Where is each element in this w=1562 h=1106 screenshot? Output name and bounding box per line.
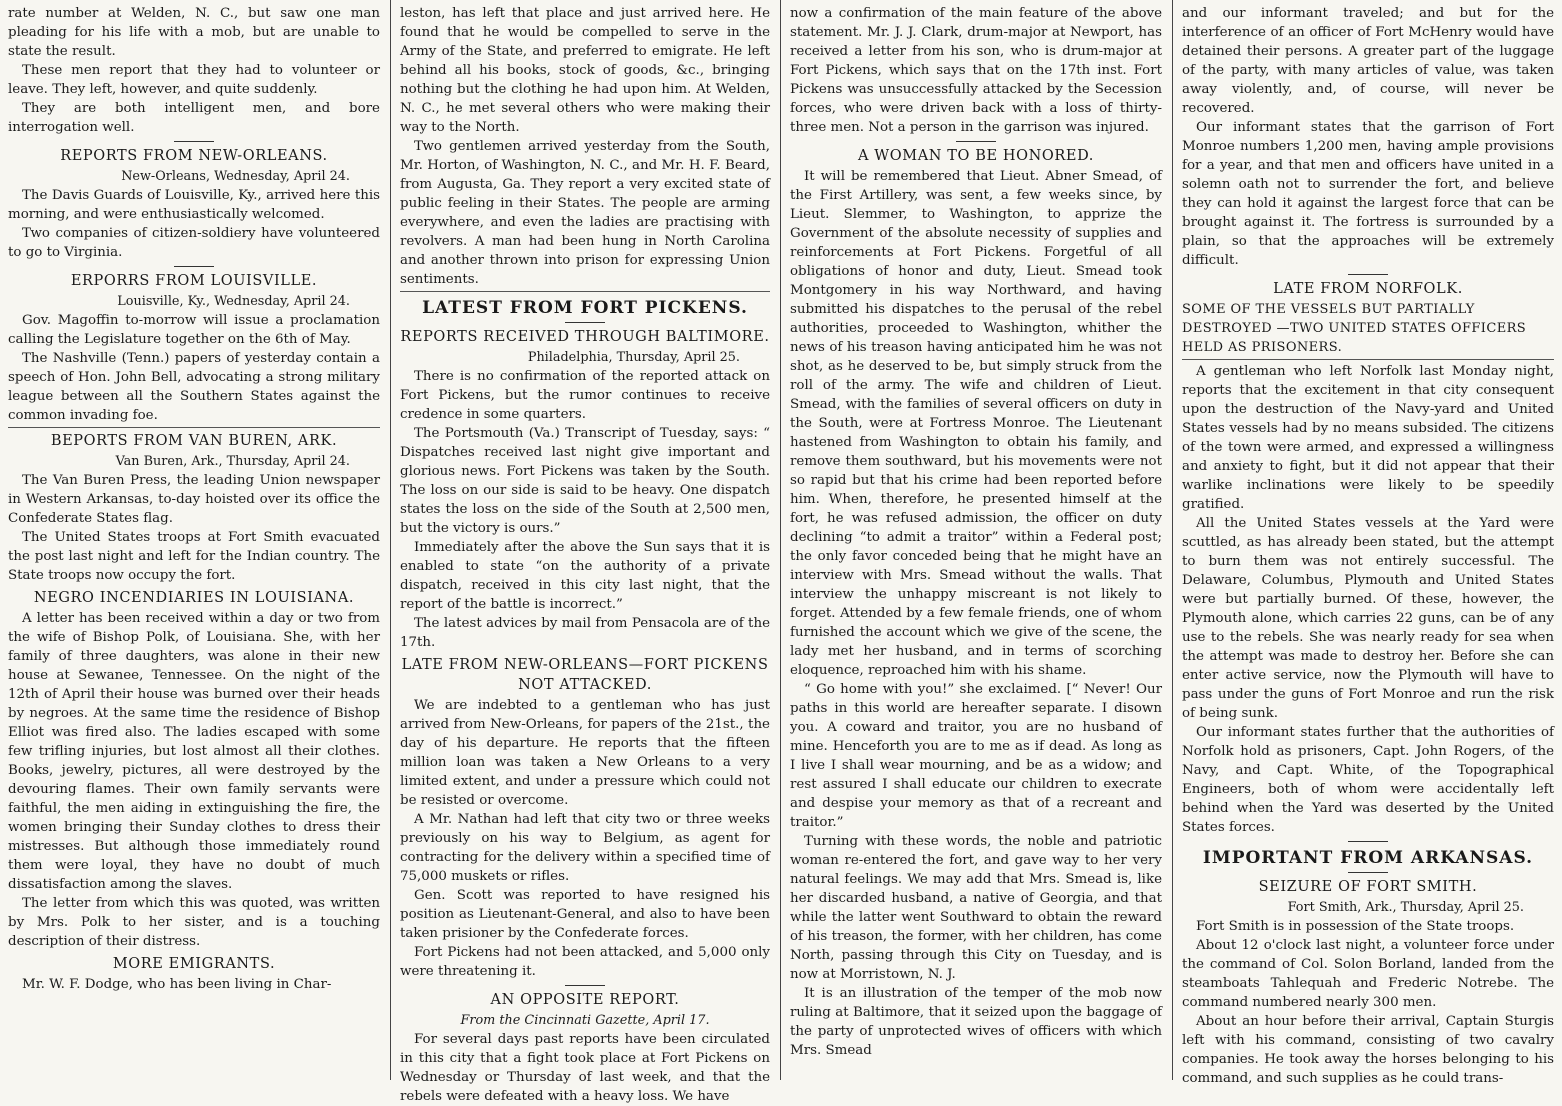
- paragraph: All the United States vessels at the Yard were scuttled, as has already been stated, but the attempt to burn them was not entirely successful. The Delaware, Columbus, Plymouth and United States were but partially burned. Of these, however, the Plymouth alone, which carries 22 guns, can be of any use to the rebels. She was nearly ready for sea when the attempt was made to destroy her. Before she can enter active service, now the Plymouth will have to pass under the guns of Fort Monroe and run the risk of being sunk.: [1182, 516, 1554, 721]
- paragraph: These men report that they had to volunteer or leave. They left, however, and quite suddenly.: [8, 63, 380, 97]
- headline: LATEST FROM FORT PICKENS.: [422, 298, 748, 318]
- headline: ERPORRS FROM LOUISVILLE.: [70, 273, 318, 289]
- paragraph: Immediately after the above the Sun says that it is enabled to state “on the authority of a private dispatch, received in this city last night, that the report of the battle is incorrect.”: [400, 540, 770, 612]
- column-rule: [1172, 0, 1173, 1080]
- paragraph: It is an illustration of the temper of the mob now ruling at Baltimore, that it seized upon the baggage of the party of unprotected wives of officers with which Mrs. Smead: [790, 986, 1162, 1058]
- paragraph: The Van Buren Press, the leading Union newspaper in Western Arkansas, to-day hoisted over its office the Confederate States flag.: [8, 473, 380, 526]
- separator: [956, 141, 996, 142]
- separator: [1182, 359, 1554, 360]
- paragraph: Gov. Magoffin to-morrow will issue a proclamation calling the Legislature together on the 6th of May.: [8, 313, 380, 347]
- paragraph: There is no confirmation of the reported attack on Fort Pickens, but the rumor continues to receive credence in some quarters.: [400, 369, 770, 422]
- headline: BEPORTS FROM VAN BUREN, ARK.: [50, 433, 338, 449]
- paragraph: rate number at Welden, N. C., but saw one man pleading for his life with a mob, but are unable to state the result.: [8, 6, 380, 59]
- paragraph: The letter from which this was quoted, was written by Mrs. Polk to her sister, and is a touching description of their distress.: [8, 896, 380, 949]
- column-rule: [390, 0, 391, 1080]
- separator: [1348, 841, 1388, 842]
- paragraph: The Davis Guards of Louisville, Ky., arrived here this morning, and were enthusiastically welcomed.: [8, 188, 380, 222]
- column-2: [392, 0, 778, 1104]
- source-line: From the Cincinnati Gazette, April 17.: [460, 1013, 710, 1028]
- paragraph: For several days past reports have been circulated in this city that a fight took place at Fort Pickens on Wednesday or Thursday of last week, and that the rebels were defeated with a heavy loss. We have: [400, 1032, 770, 1104]
- paragraph: now a confirmation of the main feature of the above statement. Mr. J. J. Clark, drum-major at Newport, has received a letter from his son, who is drum-major at Fort Pickens, which says that on the 17th inst. Fort Pickens was unsuccessfully attacked by the Secession forces, who were driven back with a loss of thirty-three men. Not a person in the garrison was injured.: [790, 6, 1162, 135]
- paragraph: They are both intelligent men, and bore interrogation well.: [8, 101, 380, 135]
- dateline: Fort Smith, Ark., Thursday, April 25.: [1287, 900, 1524, 915]
- column-rule: [780, 0, 781, 1080]
- paragraph: Our informant states further that the authorities of Norfolk hold as prisoners, Capt. John Rogers, of the Navy, and Capt. White, of the Topographical Engineers, both of whom were accidentally left behind when the Yard was deserted by the United States forces.: [1182, 725, 1554, 835]
- headline: SEIZURE OF FORT SMITH.: [1258, 879, 1478, 895]
- subheadline: SOME OF THE VESSELS BUT PARTIALLY DESTROYED —TWO UNITED STATES OFFICERS HELD AS PRISONERS.: [1182, 302, 1527, 355]
- paragraph: A letter has been received within a day or two from the wife of Bishop Polk, of Louisiana. She, with her family of three daughters, was alone in their new house at Sewanee, Tennessee. On the night of the 12th of April their house was burned over their heads by negroes. At the same time the residence of Bishop Elliot was fired also. The ladies escaped with some few trifling injuries, but lost almost all their clothes. Books, jewelry, pictures, all were destroyed by the devouring flames. Their own family servants were faithful, the men aiding in extinguishing the fire, the women bringing their Sunday clothes to dress their mistresses. But although those immediately round them were loyal, they have no doubt of much dissatisfaction among the slaves.: [8, 611, 380, 892]
- column-3: [782, 0, 1170, 1080]
- paragraph: It will be remembered that Lieut. Abner Smead, of the First Artillery, was sent, a few weeks since, by Lieut. Slemmer, to Washington, to apprize the Government of the absolute necessity of supplies and reinforcements at Fort Pickens. Forgetful of all obligations of honor and duty, Lieut. Smead took Montgomery in his way Northward, and having submitted his dispatches to the perusal of the rebel authorities, proceeded to Washington, whither the news of his treason having anticipated him he was not shot, as he deserved to be, but simply struck from the roll of the army. The wife and children of Lieut. Smead, with the families of several officers on duty in the South, were at Fortress Monroe. The Lieutenant hastened from Washington to obtain his family, and remove them southward, but his movements were not so rapid but that his crime had been reported before him. When, therefore, he presented himself at the fort, he was refused admission, the officer on duty declining “to admit a traitor” within a Federal post; the only favor conceded being that he might have an interview with Mrs. Smead without the walls. That interview the unhappy miscreant is not likely to forget. Attended by a few female friends, one of whom furnished the account which we give of the scene, the lady met her husband, and in terms of scorching eloquence, reproached him with his shame.: [790, 169, 1162, 678]
- dateline: Louisville, Ky., Wednesday, April 24.: [117, 294, 350, 309]
- separator: [174, 266, 214, 267]
- paragraph: The United States troops at Fort Smith evacuated the post last night and left for the Indian country. The State troops now occupy the fort.: [8, 530, 380, 583]
- paragraph: Mr. W. F. Dodge, who has been living in Char-: [22, 977, 332, 992]
- column-1: [0, 0, 388, 1080]
- separator: [174, 141, 214, 142]
- dateline: New-Orleans, Wednesday, April 24.: [121, 169, 350, 184]
- paragraph: A Mr. Nathan had left that city two or three weeks previously on his way to Belgium, as agent for contracting for the delivery within a specified time of 75,000 muskets or rifles.: [400, 812, 770, 884]
- headline: A WOMAN TO BE HONORED.: [857, 148, 1095, 164]
- separator: [1348, 274, 1388, 275]
- paragraph: Turning with these words, the noble and patriotic woman re-entered the fort, and gave way to her very natural feelings. We may add that Mrs. Smead is, like her discarded husband, a native of Georgia, and that while the latter went Southward to obtain the reward of his treason, the former, with her children, has come North, passing through this City on Tuesday, and is now at Morristown, N. J.: [790, 834, 1162, 982]
- paragraph: A gentleman who left Norfolk last Monday night, reports that the excitement in that city consequent upon the destruction of the Navy-yard and United States vessels had by no means subsided. The citizens of the town were armed, and expressed a willingness and anxiety to fight, but it did not appear that their warlike inclinations were likely to be speedily gratified.: [1182, 364, 1554, 512]
- separator: [1348, 872, 1388, 873]
- column-4: [1174, 0, 1562, 1086]
- paragraph: The Nashville (Tenn.) papers of yesterday contain a speech of Hon. John Bell, advocating a strong military league between all the Southern States against the common invading foe.: [8, 351, 380, 423]
- paragraph: About 12 o'clock last night, a volunteer force under the command of Col. Solon Borland, landed from the steamboats Tahlequah and Frederic Notrebe. The command numbered nearly 300 men.: [1182, 938, 1554, 1010]
- paragraph: Gen. Scott was reported to have resigned his position as Lieutenant-General, and also to have been taken prisioner by the Confederate forces.: [400, 888, 770, 941]
- paragraph: The Portsmouth (Va.) Transcript of Tuesday, says: “ Dispatches received last night give important and glorious news. Fort Pickens was taken by the South. The loss on our side is said to be heavy. One dispatch states the loss on the side of the South at 2,500 men, but the victory is ours.”: [400, 426, 770, 536]
- headline: NEGRO INCENDIARIES IN LOUISIANA.: [33, 590, 355, 606]
- separator: [565, 985, 605, 986]
- separator: [400, 291, 770, 292]
- paragraph: Fort Smith is in possession of the State troops.: [1196, 919, 1515, 934]
- headline: REPORTS FROM NEW-ORLEANS.: [60, 148, 328, 164]
- headline: IMPORTANT FROM ARKANSAS.: [1202, 848, 1534, 868]
- paragraph: We are indebted to a gentleman who has just arrived from New-Orleans, for papers of the 21st., the day of his departure. He reports that the fifteen million loan was taken a New Orleans to a very limited extent, and under a pressure which could not be resisted or overcome.: [400, 698, 770, 808]
- headline: MORE EMIGRANTS.: [112, 956, 276, 972]
- paragraph: The latest advices by mail from Pensacola are of the 17th.: [400, 616, 770, 650]
- headline: AN OPPOSITE REPORT.: [490, 992, 680, 1008]
- dateline: Van Buren, Ark., Thursday, April 24.: [115, 454, 350, 469]
- dateline: Philadelphia, Thursday, April 25.: [527, 350, 740, 365]
- paragraph: leston, has left that place and just arrived here. He found that he would be compelled to serve in the Army of the State, and preferred to emigrate. He left behind all his books, stock of goods, &c., bringing nothing but the clothing he had upon him. At Welden, N. C., he met several others who were making their way to the North.: [400, 6, 770, 135]
- paragraph: Two companies of citizen-soldiery have volunteered to go to Virginia.: [8, 226, 380, 260]
- separator: [8, 427, 380, 428]
- paragraph: Our informant states that the garrison of Fort Monroe numbers 1,200 men, having ample provisions for a year, and that men and officers have united in a solemn oath not to surrender the fort, and believe they can hold it against the largest force that can be brought against it. The fortress is surrounded by a plain, so that the approaches will be extremely difficult.: [1182, 120, 1554, 268]
- headline: REPORTS RECEIVED THROUGH BALTIMORE.: [400, 329, 770, 345]
- paragraph: Fort Pickens had not been attacked, and 5,000 only were threatening it.: [400, 945, 770, 979]
- paragraph: and our informant traveled; and but for the interference of an officer of Fort McHenry would have detained their persons. A greater part of the luggage of the party, with many articles of value, was taken away violently, and, of course, will never be recovered.: [1182, 6, 1554, 116]
- paragraph: About an hour before their arrival, Captain Sturgis left with his command, consisting of two cavalry companies. He took away the horses belonging to his command, and such supplies as he could trans-: [1182, 1014, 1554, 1086]
- headline: LATE FROM NEW-ORLEANS—FORT PICKENS NOT ATTACKED.: [401, 657, 769, 693]
- paragraph: “ Go home with you!” she exclaimed. [“ Never! Our paths in this world are hereafter separate. I disown you. A coward and traitor, you are no husband of mine. Henceforth you are to me as if dead. As long as I live I shall wear mourning, and be as a widow; and rest assured I shall educate our children to execrate and despise your memory as that of a recreant and traitor.”: [790, 682, 1162, 830]
- paragraph: Two gentlemen arrived yesterday from the South, Mr. Horton, of Washington, N. C., and Mr. H. F. Beard, from Augusta, Ga. They report a very excited state of public feeling in their States. The people are arming everywhere, and even the ladies are practising with revolvers. A man had been hung in North Carolina and another thrown into prison for expressing Union sentiments.: [400, 139, 770, 287]
- separator: [565, 322, 605, 323]
- headline: LATE FROM NORFOLK.: [1273, 281, 1463, 297]
